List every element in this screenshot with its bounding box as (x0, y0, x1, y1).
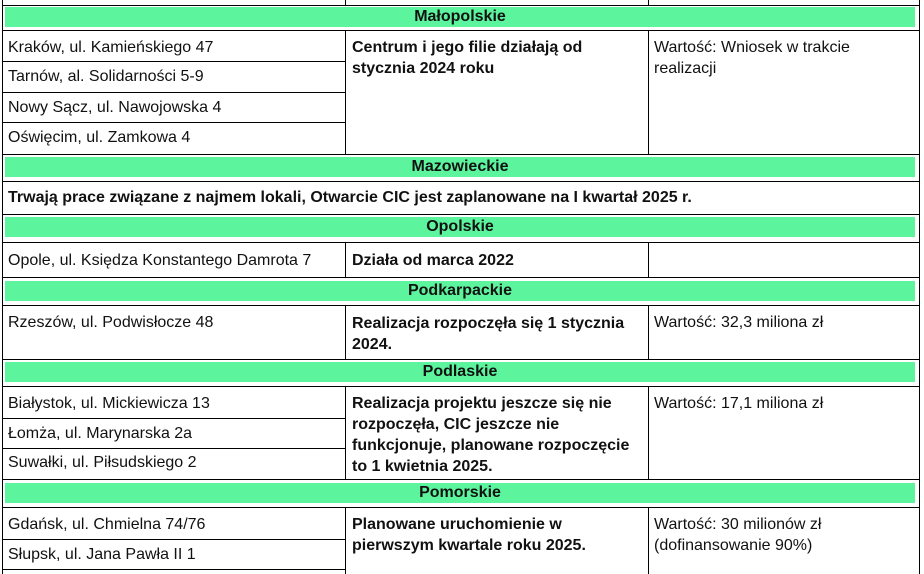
status-cell: Planowane uruchomienie w pierwszym kwartale roku 2025. (352, 516, 586, 554)
location-cell: Tarnów, al. Solidarności 5-9 (8, 68, 204, 85)
region-header-opolskie: Opolskie (5, 217, 915, 237)
row-border (2, 122, 345, 123)
location-cell: Rzeszów, ul. Podwisłocze 48 (8, 314, 214, 331)
note-cell: Trwają prace związane z najmem lokali, Otwarcie CIC jest zaplanowane na I kwartał 2025 r. (8, 189, 692, 206)
column-divider (648, 386, 649, 479)
region-header-pomorskie: Pomorskie (5, 483, 915, 503)
row-border (2, 479, 920, 480)
row-border (2, 569, 345, 570)
location-cell: Oświęcim, ul. Zamkowa 4 (8, 129, 191, 146)
column-divider (648, 242, 649, 277)
column-divider (648, 30, 649, 154)
row-border (2, 5, 920, 6)
value-cell: Wartość: 32,3 miliona zł (654, 314, 824, 331)
region-header-podkarpackie: Podkarpackie (5, 281, 915, 301)
location-cell: Białystok, ul. Mickiewicza 13 (8, 395, 210, 412)
region-header-malopolskie: Małopolskie (5, 7, 915, 27)
row-border (2, 61, 345, 62)
location-cell: Suwałki, ul. Piłsudskiego 2 (8, 454, 197, 471)
location-cell: Opole, ul. Księdza Konstantego Damrota 7 (8, 252, 312, 269)
value-cell: Wartość: 17,1 miliona zł (654, 395, 824, 412)
row-border (2, 30, 920, 31)
table-left-border (2, 0, 3, 574)
status-cell: Centrum i jego filie działają od stycznia 2024 roku (352, 39, 583, 77)
column-divider (648, 305, 649, 359)
value-cell: Wartość: 30 milionów zł (dofinansowanie 90%) (654, 516, 822, 554)
location-cell: Kraków, ul. Kamieńskiego 47 (8, 39, 214, 56)
status-cell: Realizacja rozpoczęła się 1 stycznia 2024. (352, 315, 625, 353)
row-border (2, 154, 920, 155)
row-border (2, 386, 920, 387)
column-divider (345, 30, 346, 154)
status-cell: Realizacja projektu jeszcze się nie rozpoczęła, CIC jeszcze nie funkcjonuje, planowane rozpoczęcie to 1 kwietnia 2025. (352, 395, 630, 475)
row-border (2, 181, 920, 182)
value-cell: Wartość: Wniosek w trakcie realizacji (654, 39, 850, 77)
row-border (2, 305, 920, 306)
table-right-border (919, 0, 920, 574)
column-divider (345, 242, 346, 277)
region-header-podlaskie: Podlaskie (5, 362, 915, 382)
row-border (2, 507, 920, 508)
row-border (2, 448, 345, 449)
row-border (2, 277, 920, 278)
row-border (2, 539, 345, 540)
row-border (2, 92, 345, 93)
row-border (2, 359, 920, 360)
column-divider (345, 305, 346, 359)
column-divider (345, 386, 346, 479)
location-cell: Nowy Sącz, ul. Nawojowska 4 (8, 99, 222, 116)
column-divider (345, 507, 346, 574)
column-divider (648, 507, 649, 574)
status-cell: Działa od marca 2022 (352, 252, 514, 269)
row-border (2, 418, 345, 419)
row-border (2, 214, 920, 215)
location-cell: Łomża, ul. Marynarska 2a (8, 425, 193, 442)
region-header-mazowieckie: Mazowieckie (5, 157, 915, 177)
location-cell: Gdańsk, ul. Chmielna 74/76 (8, 516, 206, 533)
location-cell: Słupsk, ul. Jana Pawła II 1 (8, 546, 196, 563)
row-border (2, 242, 920, 243)
